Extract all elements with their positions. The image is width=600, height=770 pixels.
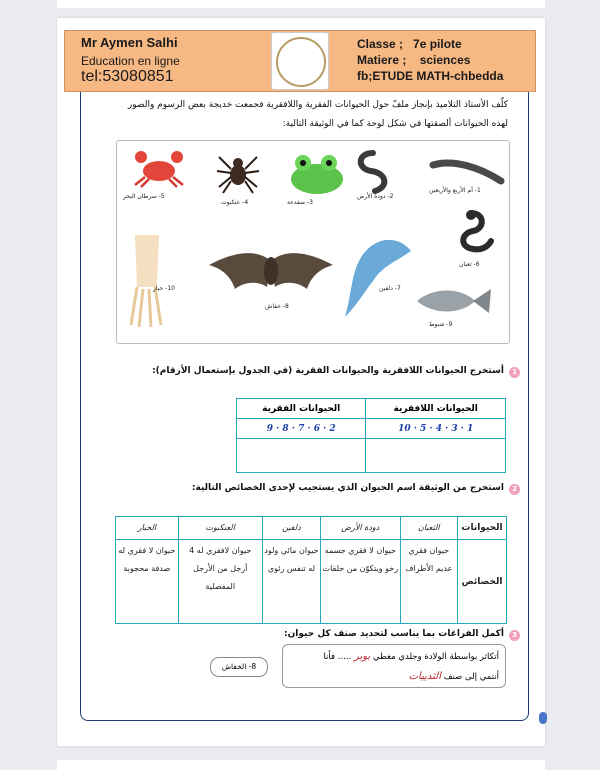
- bat-icon: [205, 247, 337, 299]
- trait-cell-2: حيوان لا فقري جسمه رخو ويتكوّن من حلقات: [321, 540, 400, 624]
- animal-label-7: 7- دلفين: [379, 285, 401, 292]
- header-right: [357, 37, 503, 85]
- vertebrate-answers: 2 · 6 · 7 · 8 · 9: [237, 419, 366, 439]
- answer-cell-2: دودة الأرض: [321, 517, 400, 540]
- animal-label-2: 2- دودة الأرض: [357, 193, 394, 200]
- question-2-badge: 2: [509, 484, 520, 495]
- animal-label-5: 5- سرطان البحر: [123, 193, 165, 200]
- trait-cell-5: حيوان لا فقري له صدفة محجوبة: [116, 540, 179, 624]
- facebook-page: fb;ETUDE MATH-chbedda: [357, 69, 504, 83]
- answer-circle: 9: [266, 423, 273, 434]
- intro-text: [88, 96, 508, 134]
- matiere-label: Matiere ;: [357, 53, 407, 67]
- animal-chip-bat: 8- الخفاش: [210, 657, 268, 677]
- question-2-text: استخرج من الوثيقة اسم الحيوان الذي يستجيب لإحدى الخصائص التالية:: [191, 483, 504, 493]
- answer-circle: 3: [451, 423, 458, 434]
- school-logo: [271, 32, 329, 90]
- scroll-indicator[interactable]: [539, 712, 547, 724]
- answer-circle: 7: [298, 423, 305, 434]
- worksheet-header: [64, 30, 536, 92]
- fill-line-2-start: أنتمي إلى صنف: [443, 672, 499, 682]
- fill-in-box: أتكاثر بواسطة الولادة وجلدي مغطي بوبر ..... فأنا أنتمي إلى صنف الثدييات: [282, 644, 506, 688]
- previous-page-edge: [57, 0, 545, 8]
- animals-document: [116, 140, 510, 344]
- fill-line-1-end: فأنا: [323, 652, 336, 662]
- question-3-badge: 3: [509, 630, 520, 641]
- frog-icon: [285, 151, 347, 197]
- earthworm-icon: [353, 145, 401, 195]
- spider-icon: [215, 149, 261, 195]
- animal-label-8: 8- خفاش: [265, 303, 289, 310]
- empty-cell: [237, 439, 366, 473]
- class-label: Classe ;: [357, 37, 404, 51]
- intro-line-2: لهذه الحيوانات ألصقتها في شكل لوحة كما في الوثيقة التالية:: [282, 119, 508, 129]
- fill-answer-2: الثدييات: [408, 671, 441, 682]
- animal-label-9: 9- شبوط: [429, 321, 453, 328]
- answer-circle: 1: [467, 423, 474, 434]
- fill-answer-1: بوبر: [353, 651, 371, 662]
- intro-line-1: كلّف الأستاذ التلاميذ بإنجاز ملفّ حول الحيوانات الفقرية واللافقرية فجمعت خديجة بعض الرسوم والصور: [127, 100, 508, 110]
- answer-circle: 2: [329, 423, 336, 434]
- answer-cell-4: العنكبوت: [178, 517, 262, 540]
- trait-cell-4: حيوان لافقري له 4 أرجل من الأرجل المفصلية: [178, 540, 262, 624]
- animal-label-6: 6- ثعبان: [459, 261, 480, 268]
- answer-circle: 6: [313, 423, 320, 434]
- question-1-text: أستخرج الحيوانات اللافقرية والحيوانات الفقرية (في الجدول بإستعمال الأرقام):: [152, 366, 504, 376]
- animal-label-3: 3- ضفدعة: [287, 199, 313, 206]
- empty-cell: [366, 439, 506, 473]
- animal-label-1: 1- أم الأربع والأربعين: [429, 187, 481, 194]
- snake-icon: [451, 207, 495, 257]
- answer-cell-5: الحبار: [116, 517, 179, 540]
- answer-circle: 4: [435, 423, 442, 434]
- invertebrate-answers: 1 · 3 · 4 · 5 · 10: [366, 419, 506, 439]
- class-value: 7e pilote: [413, 37, 462, 51]
- centipede-icon: [429, 155, 505, 189]
- logo-seal-icon: [276, 37, 326, 87]
- question-1-badge: 1: [509, 367, 520, 378]
- row-animals-header: الحيوانات: [458, 517, 507, 540]
- traits-table: [115, 516, 507, 624]
- header-left: [81, 35, 180, 86]
- squid-icon: [123, 231, 171, 331]
- animal-label-10: 10- حبار: [153, 285, 175, 292]
- answer-circle: 5: [420, 423, 427, 434]
- trait-cell-3: حيوان مائي ولود له تنفس رئوي: [262, 540, 320, 624]
- classification-table: [236, 398, 506, 473]
- next-page-edge: [57, 760, 545, 770]
- dolphin-icon: [341, 231, 417, 321]
- answer-circle: 8: [282, 423, 289, 434]
- answer-circle: 10: [398, 423, 411, 434]
- trait-cell-1: حيوان فقري عديم الأطراف: [400, 540, 457, 624]
- author-name: Mr Aymen Salhi: [81, 35, 178, 50]
- row-traits-header: الخصائص: [458, 540, 507, 624]
- header-subtitle: Education en ligne: [81, 54, 180, 68]
- answer-cell-1: الثعبان: [400, 517, 457, 540]
- animal-label-4: 4- عنكبوت: [221, 199, 249, 206]
- col-vertebrates-header: الحيوانات الفقرية: [237, 399, 366, 419]
- answer-cell-3: دلفين: [262, 517, 320, 540]
- col-invertebrates-header: الحيوانات اللافقرية: [366, 399, 506, 419]
- fish-icon: [413, 285, 495, 317]
- matiere-value: sciences: [419, 53, 471, 67]
- question-3-text: أكمل الفراغات بما يناسب لتحديد صنف كل حيوان:: [284, 629, 504, 639]
- header-tel: tel:53080851: [81, 68, 174, 85]
- fill-line-1-start: أتكاثر بواسطة الولادة وجلدي مغطي: [372, 652, 499, 662]
- crab-icon: [131, 147, 187, 189]
